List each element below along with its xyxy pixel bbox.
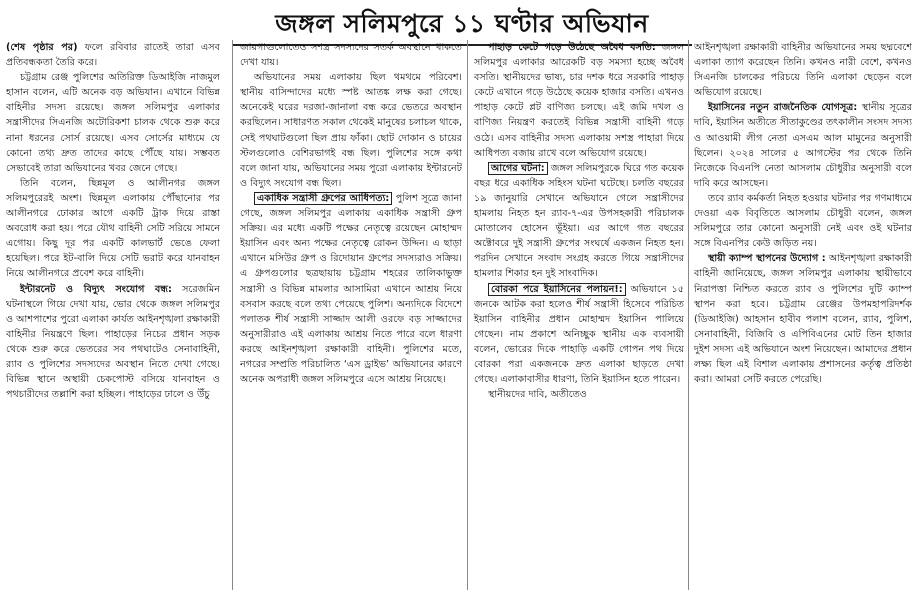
column-3 [474, 40, 684, 586]
paragraph: আইনশৃঙ্খলা রক্ষাকারী বাহিনীর অভিযানের সময় ছদ্মবেশে এলাকা ত্যাগ করেছেন তিনি। কখনও নারী বেশে, কখনও সিএনজি চালকের পরিচয়ে তিনি এলাকা ছেড়েন বলে অভিযোগ রয়েছে। [694, 42, 912, 99]
paragraph: তবে র‍্যাব কর্মকর্তা নিহত হওয়ার ঘটনার পর গণমাধ্যমে দেওয়া এক বিবৃতিতে আসলাম চৌধুরী বলেন, জঙ্গল সলিমপুরে তার কোনো অনুসারী নেই এবং ওই ঘটনার সঙ্গে বিএনপির কেউ জড়িত নয়। [694, 192, 912, 250]
continuation-label: (শেষ পৃষ্ঠার পর) [6, 42, 78, 53]
paragraph-text: ফলে রবিবার রাতেই তারা এসব প্রতিবন্ধকতা তৈরি করে। [6, 42, 220, 69]
paragraph: চট্টগ্রাম রেঞ্জ পুলিশের অতিরিক্ত ডিআইজি নাজমুল হাসান বলেন, এটি অনেক বড় অভিযান। এখানে বিভিন্ন বাহিনীর সদস্য রয়েছে। জঙ্গল সলিমপুর এলাকার সন্ত্রাসীদের সিএনজি অটোরিকশা চালক থেকে শুরু করে নানা ধরনের সোর্স রয়েছে। এসব সোর্সের মাধ্যমে যে কোনো তথ্য দ্রুত তাদের কাছে পৌঁছে যায়। সম্ভবত সেভাবেই তারা অভিযানের খবর জেনে গেছে। [6, 72, 220, 174]
column-rule [232, 40, 233, 590]
paragraph-text: জঙ্গল সলিমপুর এলাকার আরেকটি বড় সমস্যা হচ্ছে অবৈধ বসতি। স্থানীয়দের ভাষ্য, চার দশক ধরে সরকারি পাহাড় কেটে এখানে গড়ে উঠেছে কয়েক হাজার বসতি। এখনও পাহাড় কেটে প্লট বাণিজ্য চলছে। এই জমি দখল ও বাণিজ্য নিয়ন্ত্রণ করতেই বিভিন্ন সন্ত্রাসী বাহিনী গড়ে ওঠে। এসব বাহিনীর সদস্য এলাকায় সশস্ত্র পাহারা দিয়ে আধিপত্য বজায় রাখে বলে অভিযোগ রয়েছে। [474, 42, 684, 159]
subheading: আগের ঘটনা: [488, 162, 548, 175]
paragraph-text: আইনশৃঙ্খলা রক্ষাকারী বাহিনী জানিয়েছে, জঙ্গল সলিমপুর এলাকায় স্থায়ীভাবে নিরাপত্তা নিশ্চিত করতে র‍্যাব ও পুলিশের দুটি ক্যাম্প স্থাপন করা হবে। চট্টগ্রাম রেঞ্জের উপমহাপরিদর্শক (ডিআইজি) আহসান হাবীব পলাশ বলেন, র‍্যাব, পুলিশ, সেনাবাহিনী, বিজিবি ও এপিবিএনের মোট তিন হাজার দুইশ সদস্য এই অভিযানে অংশ নিয়েছেন। আমাদের প্রধান লক্ষ্য ছিল এই বিশাল এলাকায় প্রশাসনের কর্তৃত্ব প্রতিষ্ঠা করা। আমরা সেটি করতে পেরেছি। [694, 253, 912, 386]
paragraph: জায়গাগুলোতেও সশস্ত্র সদস্যদের সতর্ক অবস্থানে থাকতে দেখা যায়। [240, 42, 462, 69]
paragraph [474, 282, 684, 388]
column-1 [6, 40, 220, 586]
paragraph [6, 40, 220, 70]
paragraph-text: পুলিশ সূত্রে জানা গেছে, জঙ্গল সলিমপুর এলাকায় একাধিক সন্ত্রাসী গ্রুপ সক্রিয়। এর মধ্যে একটি পক্ষের নেতৃত্বে রয়েছেন মোহাম্মদ ইয়াসিন এবং অন্য পক্ষের নেতৃত্বে রোকন উদ্দিন। এ ছাড়া এখানে মসিউর গ্রুপ ও রিদোয়ান গ্রুপের সদস্যরাও সক্রিয়। এ গ্রুপগুলোর ছত্রছায়ায় চট্টগ্রাম শহরের তালিকাভুক্ত সন্ত্রাসী ও বিভিন্ন মামলার আসামিরা এখানে আশ্রয় নিয়ে বসবাস করছে বলে তথ্য পেয়েছে পুলিশ। অন্যদিকে বিদেশে পলাতক শীর্ষ সন্ত্রাসী সাজ্জাদ আলী ওরফে বড় সাজ্জাদের অনুসারীরাও এই এলাকায় আশ্রয় নিতে পারে বলে ধারণা করছে আইনশৃঙ্খলা রক্ষাকারী বাহিনী। পুলিশের মতে, নগরের সম্প্রতি পরিচালিত ‘এস ড্রাইভ’ অভিযানের কারণে অনেক অপরাধী জঙ্গল সলিমপুরে এসে আশ্রয় নিয়েছে। [240, 192, 462, 386]
paragraph: তিনি বলেন, ছিন্নমূল ও আলীনগর জঙ্গল সলিমপুরেরই অংশ। ছিন্নমূল এলাকায় পৌঁছানোর পর আলীনগরে ঢোকার আগে একটি ট্রাক দিয়ে রাস্তা অবরোধ করা হয়। পরে যৌথ বাহিনী সেটি সরিয়ে সামনে এগোয়। কিছু দূর পর একটি কালভার্ট ভেঙে ফেলা হয়েছিল। পরে ইট-বালি দিয়ে সেটি ভরাট করে যানবাহন নিয়ে আলীনগরে প্রবেশ করে বাহিনী। [6, 177, 220, 280]
paragraph [694, 100, 912, 191]
paragraph [694, 251, 912, 387]
subheading: ইয়াসিনের নতুন রাজনৈতিক যোগসূত্র: [708, 102, 858, 114]
subheading: ইন্টারনেট ও বিদ্যুৎ সংযোগ বন্ধ: [20, 283, 172, 295]
paragraph-text: সরেজমিন ঘটনাস্থলে গিয়ে দেখা যায়, ভোর থেকে জঙ্গল সলিমপুর ও আশপাশের পুরো এলাকা কার্যত আইনশৃঙ্খলা রক্ষাকারী বাহিনীর নিয়ন্ত্রণে ছিল। পাহাড়ের নিচের প্রধান সড়ক থেকে শুরু করে ভেতরের সব পথঘাটেও সেনাবাহিনী, র‍্যাব ও পুলিশের সদস্যদের অবস্থান নিতে দেখা গেছে। বিভিন্ন স্থানে অস্থায়ী চেকপোস্ট বসিয়ে যানবাহন ও পথচারীদের তল্লাশি করা হচ্ছিল। পাহাড়ের ঢালে ও উঁচু [6, 283, 220, 401]
column-rule [467, 40, 468, 590]
paragraph-text: স্থানীয় সূত্রের দাবি, ইয়াসিন অতীতে সীতাকুণ্ডের তৎকালীন সংসদ সদস্য ও আওয়ামী লীগ নেতা এসএম আল মামুনের অনুসারী ছিলেন। ২০২৪ সালের ৫ আগস্টের পর থেকে তিনি নিজেকে বিএনপি নেতা আসলাম চৌধুরীর অনুসারী বলে দাবি করে আসছেন। [694, 102, 912, 189]
subheading: বোরকা পরে ইয়াসিনের পলায়ন!: [488, 283, 626, 296]
column-rule [688, 40, 689, 590]
paragraph-text: অভিযানে ১৫ জনকে আটক করা হলেও শীর্ষ সন্ত্রাসী হিসেবে পরিচিত ইয়াসিন বাহিনীর প্রধান মোহাম্মদ ইয়াসিন পালিয়ে গেছেন। নাম প্রকাশে অনিচ্ছুক স্থানীয় এক ব্যবসায়ী বলেন, ভোরের দিকে পাহাড়ি একটি গোপন পথ দিয়ে বোরকা পরা একজনকে দ্রুত এলাকা ছাড়তে দেখা গেছে। এলাকাবাসীর ধারণা, তিনি ইয়াসিন হতে পারেন। [474, 283, 684, 386]
paragraph [6, 282, 220, 403]
subheading: পাহাড় কেটে গড়ে উঠেছে অবৈধ বসতি: [488, 42, 656, 53]
subheading: একাধিক সন্ত্রাসী গ্রুপের আধিপত্য: [254, 192, 392, 205]
column-4 [694, 40, 912, 586]
paragraph: অভিযানের সময় এলাকায় ছিল থমথমে পরিবেশ। স্থানীয় বাসিন্দাদের মধ্যে স্পষ্ট আতঙ্ক লক্ষ করা গেছে। অনেকেই ঘরের দরজা-জানালা বন্ধ করে ভেতরে অবস্থান করছিলেন। সাধারণত সকাল থেকেই মানুষের চলাচল থাকে, সেই পথঘাটগুলো ছিল প্রায় ফাঁকা। ছোট দোকান ও চায়ের স্টলগুলোও বেশিরভাগই বন্ধ ছিল। পুলিশের সঙ্গে কথা বলে জানা যায়, অভিযানের সময় পুরো এলাকায় ইন্টারনেট ও বিদ্যুৎ সংযোগ বন্ধ ছিল। [240, 72, 462, 189]
paragraph [474, 40, 684, 161]
paragraph: স্থানীয়দের দাবি, অতীতেও [488, 389, 587, 401]
paragraph [240, 191, 462, 387]
paragraph-text: জঙ্গল সলিমপুরকে ঘিরে গত কয়েক বছর ধরে একাধিক সহিংস ঘটনা ঘটেছে। চলতি বছরের ১৯ জানুয়ারি সেখানে অভিযানে গেলে সন্ত্রাসীদের হামলায় নিহত হন র‍্যাব-৭-এর উপসহকারী পরিচালক মোতালেব হোসেন ভূঁইয়া। এর আগে গত বছরের অক্টোবরে দুই সন্ত্রাসী গ্রুপের সংঘর্ষে একজন নিহত হন। পরদিন সেখানে সংবাদ সংগ্রহ করতে গিয়ে সন্ত্রাসীদের হামলার শিকার হন দুই সাংবাদিক। [474, 162, 684, 280]
paragraph [474, 161, 684, 282]
subheading: স্থায়ী ক্যাম্প স্থাপনের উদ্যোগ : [708, 253, 826, 265]
column-2 [240, 40, 462, 586]
headline: জঙ্গল সলিমপুরে ১১ ঘণ্টার অভিযান [275, 8, 649, 38]
